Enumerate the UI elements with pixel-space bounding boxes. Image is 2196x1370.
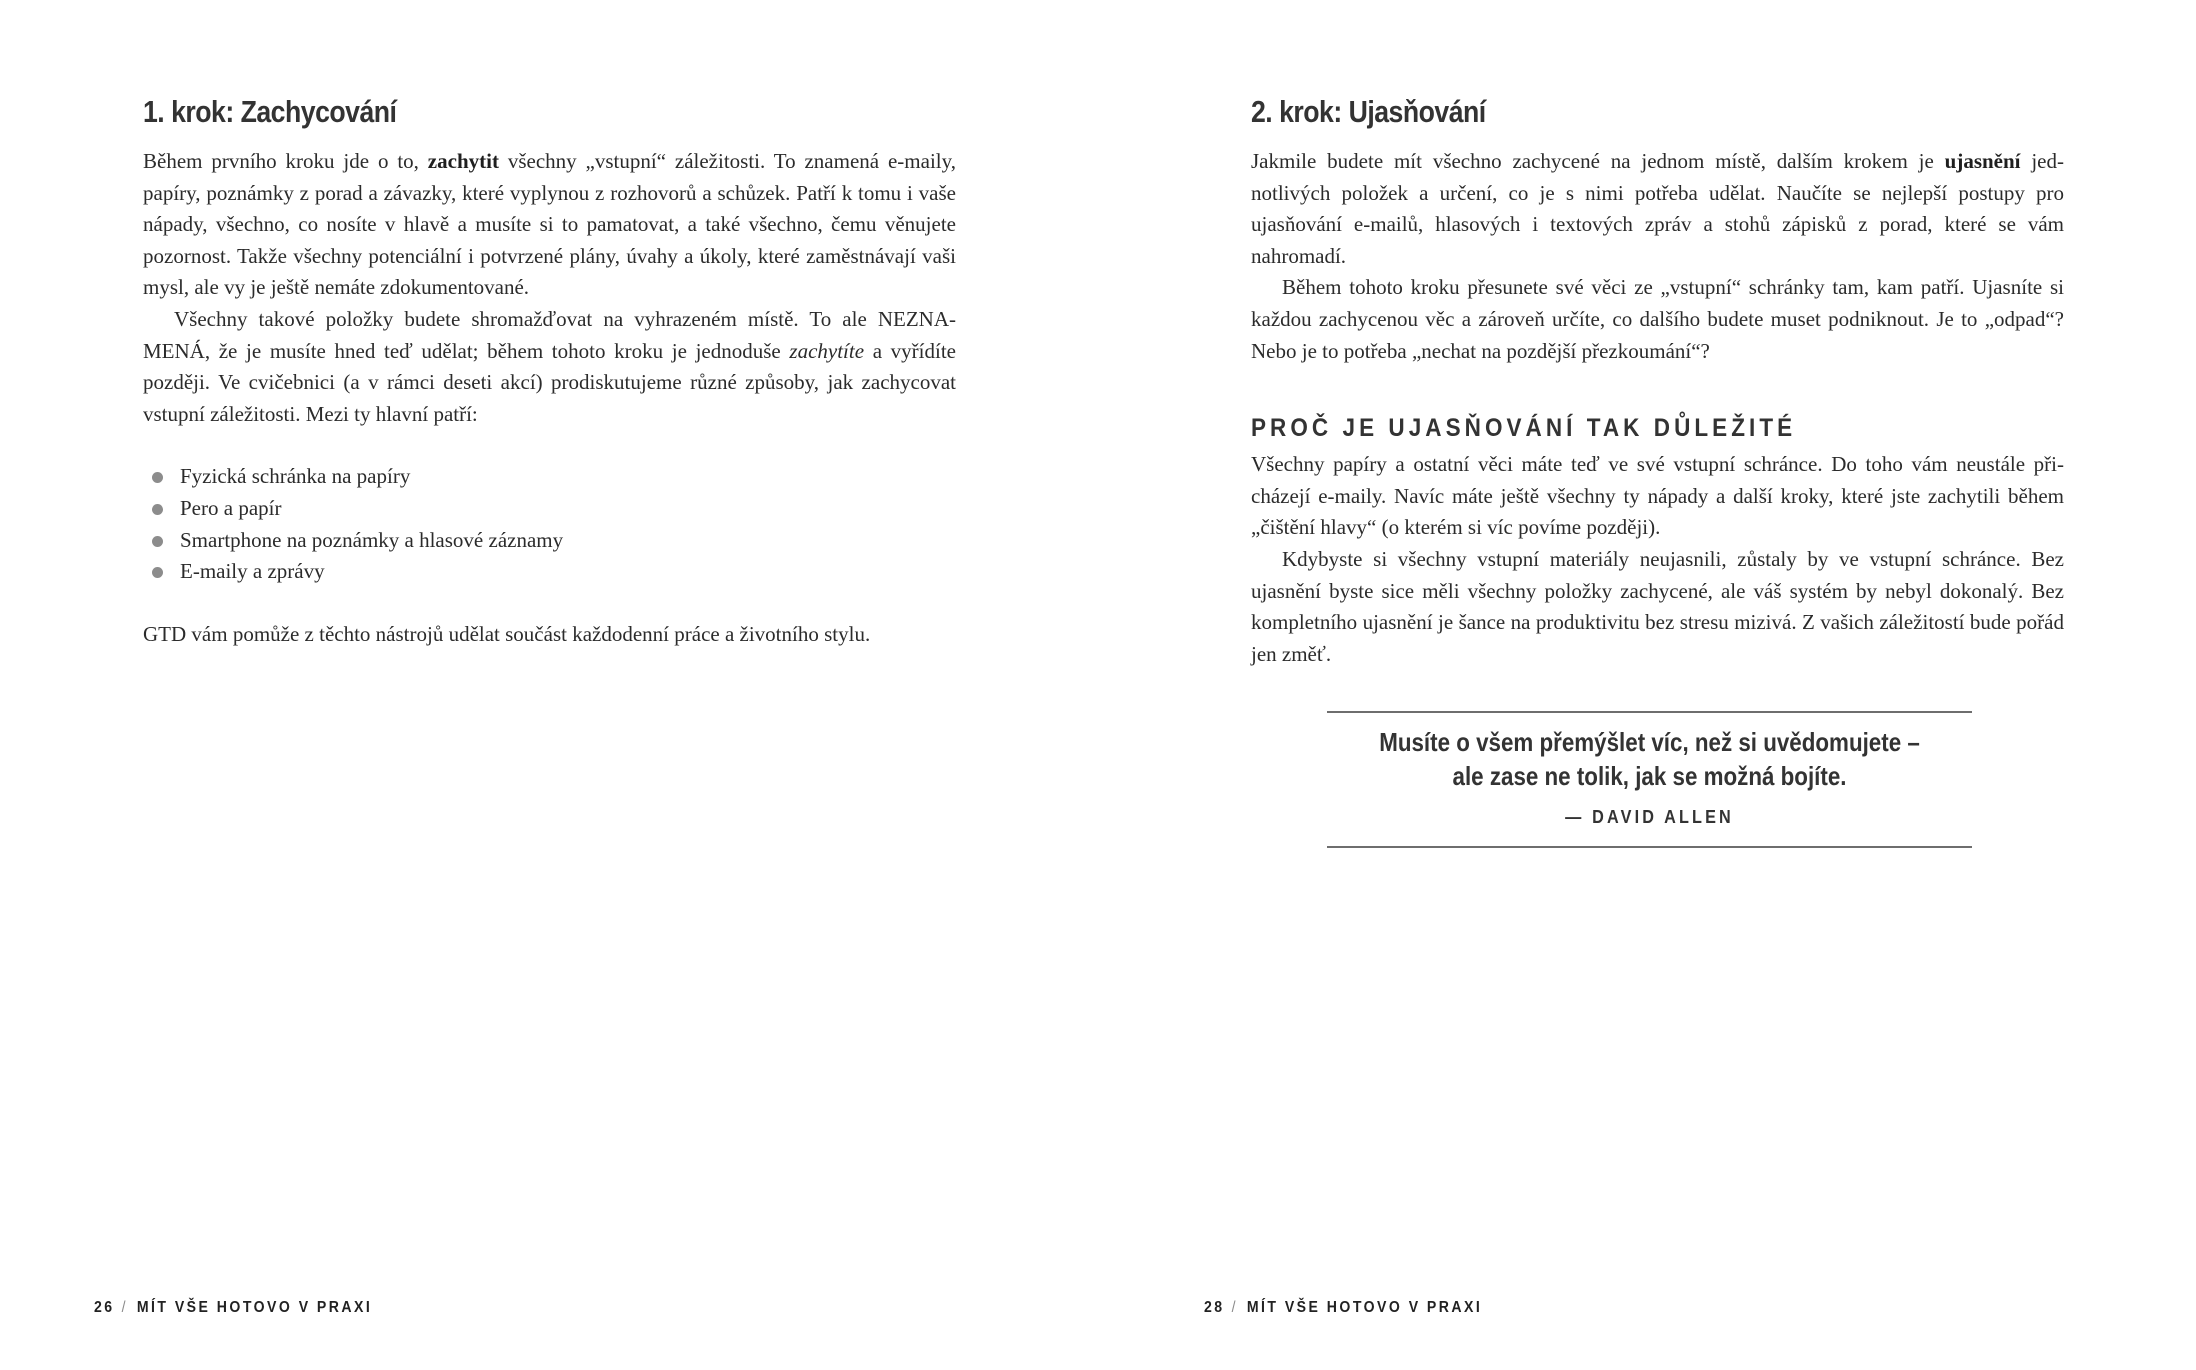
step-1-paragraph-2 bbox=[143, 304, 956, 430]
page-number: 28 bbox=[1204, 1299, 1225, 1316]
list-item bbox=[143, 493, 956, 525]
step-2-heading: 2. krok: Ujasňování bbox=[1251, 94, 1486, 129]
running-title: MÍT VŠE HOTOVO V PRAXI bbox=[1246, 1299, 1483, 1316]
step-2-paragraph-2: Během tohoto kroku přesunete své věci ze „vstupní“ schránky tam, kam patří. Ujasníte si každou zachycenou věc a zároveň určíte, co dalšího budete muset podniknout. Je to „odpad“? Nebo je to potřeba „nechat na pozdější přezkoumání“? bbox=[1251, 275, 2064, 363]
text-run: jednotlivých položek a určení, co je s nimi potřeba udělat. Naučíte se nejlepší postupy pro ujasňování e-mailů, hlasových i textových zpráv a stohů zápisků z porad, které se vám nahromadí. bbox=[1251, 149, 2064, 268]
step-2-paragraph-1 bbox=[1251, 146, 2064, 272]
text-run: a vyřídíte později. Ve cvičebnici (a v rámci deseti akcí) prodiskutujeme různé způsoby, jak zachycovat vstupní záležitosti. Mezi ty hlavní patří: bbox=[143, 338, 956, 426]
text-run: všechny „vstupní“ záležitosti. To znamená e-maily, papíry, poznámky z porad a závazky, které vyplynou z rozhovorů a schůzek. Patří k tomu i vaše nápady, všechno, co nosíte v hlavě a musíte si to pamatovat, a také všechno, čemu věnujete pozornost. Takže všechny potenciální i potvrzené plány, úvahy a úkoly, které zaměstnávají vaši mysl, ale vy je ještě nemáte zdokumentované. bbox=[143, 149, 956, 300]
page-number: 26 bbox=[94, 1299, 115, 1316]
right-page-footer bbox=[1204, 1298, 1482, 1318]
section-paragraph-2: Kdybyste si všechny vstupní materiály neujasnili, zůstaly by ve vstupní schránce. Bez ujasnění byste sice měli všechny položky zachycené, ale váš systém by nebyl dokonalý. Bez kompletního ujasnění je šance na produktivitu bez stresu mizivá. Z vašich záležitostí bude pořád jen změť. bbox=[1251, 546, 2064, 666]
bullet-dot-icon bbox=[152, 472, 163, 483]
capture-tools-list bbox=[143, 461, 956, 587]
text-run: Během prvního kroku jde o to, bbox=[143, 149, 428, 173]
quote-line-1: Musíte o všem přemýšlet víc, než si uvědomujete – bbox=[1379, 727, 1920, 757]
bullet-dot-icon bbox=[152, 567, 163, 578]
step-1-closing-paragraph: GTD vám pomůže z těchto nástrojů udělat součást každodenní práce a životního stylu. bbox=[143, 621, 871, 646]
pull-quote bbox=[1327, 711, 1972, 848]
footer-separator: / bbox=[121, 1299, 129, 1316]
right-text-column bbox=[1251, 92, 2064, 670]
list-item bbox=[143, 525, 956, 557]
list-item-label: E-maily a zprávy bbox=[180, 559, 325, 584]
bullet-dot-icon bbox=[152, 504, 163, 515]
quote-author: — DAVID ALLEN bbox=[1565, 807, 1734, 827]
list-item bbox=[143, 556, 956, 588]
section-paragraph-1: Všechny papíry a ostatní věci máte teď ve své vstupní schránce. Do toho vám neustále přicházejí e-maily. Navíc máte ještě všechny ty nápady a další kroky, které jste zachytili během „čištění hlavy“ (o kterém si víc povíme později). bbox=[1251, 452, 2064, 540]
step-1-paragraph-1 bbox=[143, 146, 956, 304]
text-run: Všechny takové položky budete shromažďovat na vyhrazeném místě. To ale NEZNAMENÁ, že je musíte hned teď udělat; během tohoto kroku je jednoduše bbox=[143, 306, 956, 363]
section-heading: PROČ JE UJASŇOVÁNÍ TAK DŮLEŽITÉ bbox=[1251, 414, 1797, 443]
right-page bbox=[1098, 0, 2196, 1370]
bullet-dot-icon bbox=[152, 536, 163, 547]
list-item-label: Smartphone na poznámky a hlasové záznamy bbox=[180, 527, 564, 552]
list-item-label: Pero a papír bbox=[180, 495, 282, 520]
left-text-column bbox=[143, 92, 956, 650]
running-title: MÍT VŠE HOTOVO V PRAXI bbox=[136, 1299, 373, 1316]
italic-term: zachytíte bbox=[789, 338, 865, 363]
footer-separator: / bbox=[1231, 1299, 1239, 1316]
quote-line-2: ale zase ne tolik, jak se možná bojíte. bbox=[1452, 761, 1847, 791]
bold-term: zachytit bbox=[427, 149, 499, 173]
step-1-heading: 1. krok: Zachycování bbox=[143, 94, 397, 129]
list-item bbox=[143, 461, 956, 493]
list-item-label: Fyzická schránka na papíry bbox=[180, 464, 411, 489]
text-run: Jakmile budete mít všechno zachycené na jednom místě, dalším krokem je bbox=[1251, 149, 1945, 173]
bold-term: ujasnění bbox=[1944, 149, 2021, 173]
left-page-footer bbox=[94, 1298, 372, 1318]
